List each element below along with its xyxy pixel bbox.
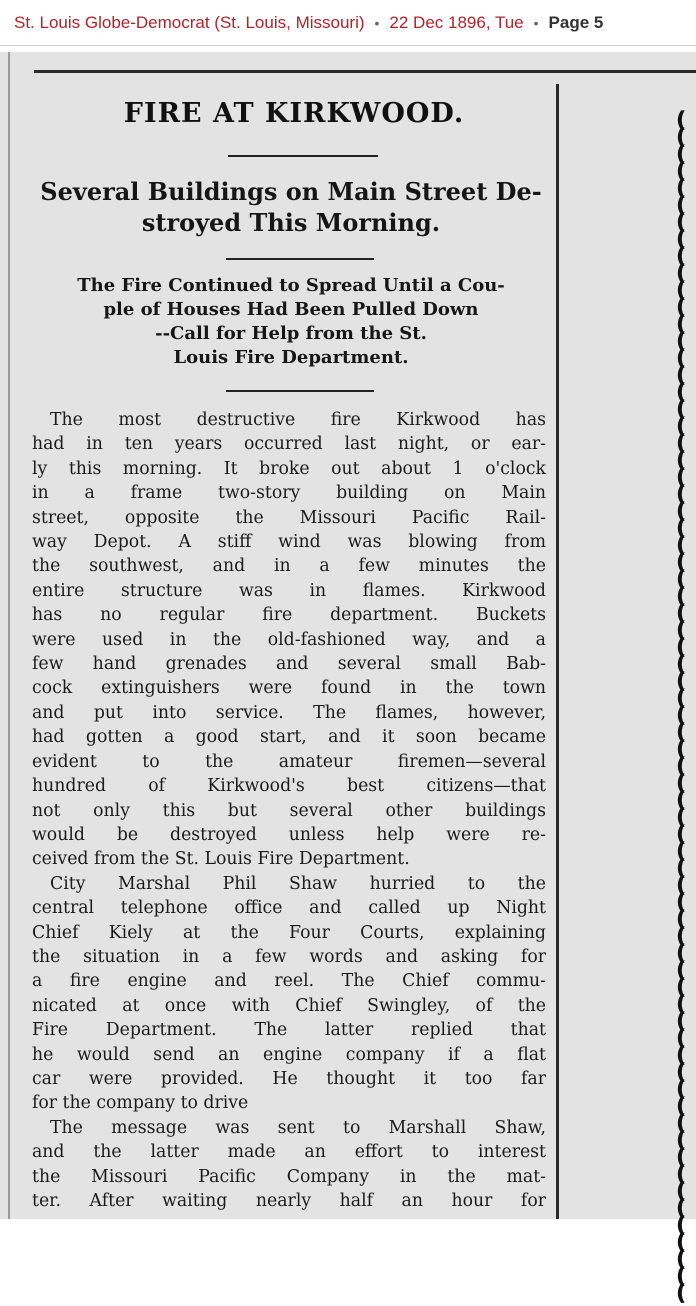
issue-date-link[interactable]: 22 Dec 1896, Tue <box>389 12 524 32</box>
body-line: had gotten a good start, and it soon became <box>32 727 546 748</box>
body-line: had in ten years occurred last night, or ear- <box>32 434 546 455</box>
article-deck-secondary <box>34 274 548 370</box>
body-line: way Depot. A stiff wind was blowing from <box>32 532 546 553</box>
separator-dot: • <box>533 14 539 31</box>
body-line: a fire engine and reel. The Chief commu- <box>32 971 546 992</box>
deck-line: stroyed This Morning. <box>141 208 441 237</box>
body-line: would be destroyed unless help were re- <box>32 824 546 845</box>
body-line: hundred of Kirkwood's best citizens—that <box>32 776 546 797</box>
body-line: cock extinguishers were found in the town <box>32 678 546 699</box>
adjacent-column-edge <box>8 52 10 1219</box>
deck-line: --Call for Help from the St. <box>155 323 427 344</box>
body-line: The most destructive fire Kirkwood has <box>50 410 546 430</box>
body-line: car were provided. He thought it too far <box>32 1068 546 1089</box>
body-line: ly this morning. It broke out about 1 o'clock <box>32 458 546 479</box>
article-deck-primary <box>34 176 548 238</box>
body-line: and the latter made an effort to interest <box>32 1142 546 1163</box>
body-rule <box>226 390 374 392</box>
body-line: central telephone office and called up Night <box>32 898 546 919</box>
body-line: City Marshal Phil Shaw hurried to the <box>50 873 546 894</box>
body-line: were used in the old-fashioned way, and a <box>32 629 546 650</box>
deck-line: The Fire Continued to Spread Until a Cou- <box>77 275 505 296</box>
page-number: Page 5 <box>548 12 604 32</box>
body-line: evident to the amateur firemen—several <box>32 751 546 772</box>
body-line: in a frame two-story building on Main <box>32 483 546 504</box>
body-line: ter. After waiting nearly half an hour for <box>32 1191 546 1211</box>
body-line: the Missouri Pacific Company in the mat- <box>32 1166 546 1187</box>
separator-dot: • <box>374 14 380 31</box>
body-line: the southwest, and in a few minutes the <box>32 556 546 577</box>
body-line: and put into service. The flames, however, <box>32 702 546 723</box>
newspaper-clipping <box>0 52 696 1306</box>
body-line: he would send an engine company if a flat <box>32 1044 546 1065</box>
article-headline: FIRE AT KIRKWOOD. <box>123 98 465 129</box>
clipping-header <box>0 0 696 46</box>
body-line: has no regular fire department. Buckets <box>32 605 546 626</box>
column-top-rule <box>34 70 696 73</box>
column-divider <box>556 84 559 1219</box>
article-body <box>32 408 546 1213</box>
body-line: few hand grenades and several small Bab- <box>32 654 546 675</box>
body-line: the situation in a few words and asking for <box>32 946 546 967</box>
decorative-border: ❪ ❪ ❪ ❪ ❪ ❪ ❪ ❪ ❪ ❪ ❪ ❪ ❪ ❪ ❪ ❪ ❪ ❪ ❪ ❪ ❪ ❪ ❪ ❪ ❪ ❪ ❪ ❪ ❪ ❪ ❪ ❪ ❪ ❪ ❪ ❪ ❪ ❪ ❪ ❪ ❪ ❪ ❪ ❪ ❪ ❪ ❪ ❪ ❪ ❪ ❪ ❪ ❪ ❪ ❪ ❪ ❪ ❪ ❪ ❪ ❪ ❪ ❪ ❪ ❪ ❪ ❪ ❪ ❪ ❪ <box>672 108 691 1306</box>
body-line: ceived from the St. Louis Fire Department. <box>32 849 410 870</box>
headline-rule <box>228 155 378 157</box>
deck-line: ple of Houses Had Been Pulled Down <box>103 299 479 320</box>
body-line: Chief Kiely at the Four Courts, explaining <box>32 922 546 943</box>
body-line: nicated at once with Chief Swingley, of the <box>32 995 546 1016</box>
deck-line: Several Buildings on Main Street De- <box>40 177 542 206</box>
body-line: street, opposite the Missouri Pacific Rail- <box>32 507 546 528</box>
body-line: for the company to drive <box>32 1093 249 1114</box>
deck-rule <box>226 258 374 260</box>
body-line: entire structure was in flames. Kirkwood <box>32 580 546 601</box>
body-line: The message was sent to Marshall Shaw, <box>50 1117 546 1138</box>
body-line: not only this but several other buildings <box>32 800 546 821</box>
deck-line: Louis Fire Department. <box>173 347 409 368</box>
body-line: Fire Department. The latter replied that <box>32 1020 546 1041</box>
newspaper-source-link[interactable]: St. Louis Globe-Democrat (St. Louis, Missouri) <box>14 12 365 32</box>
